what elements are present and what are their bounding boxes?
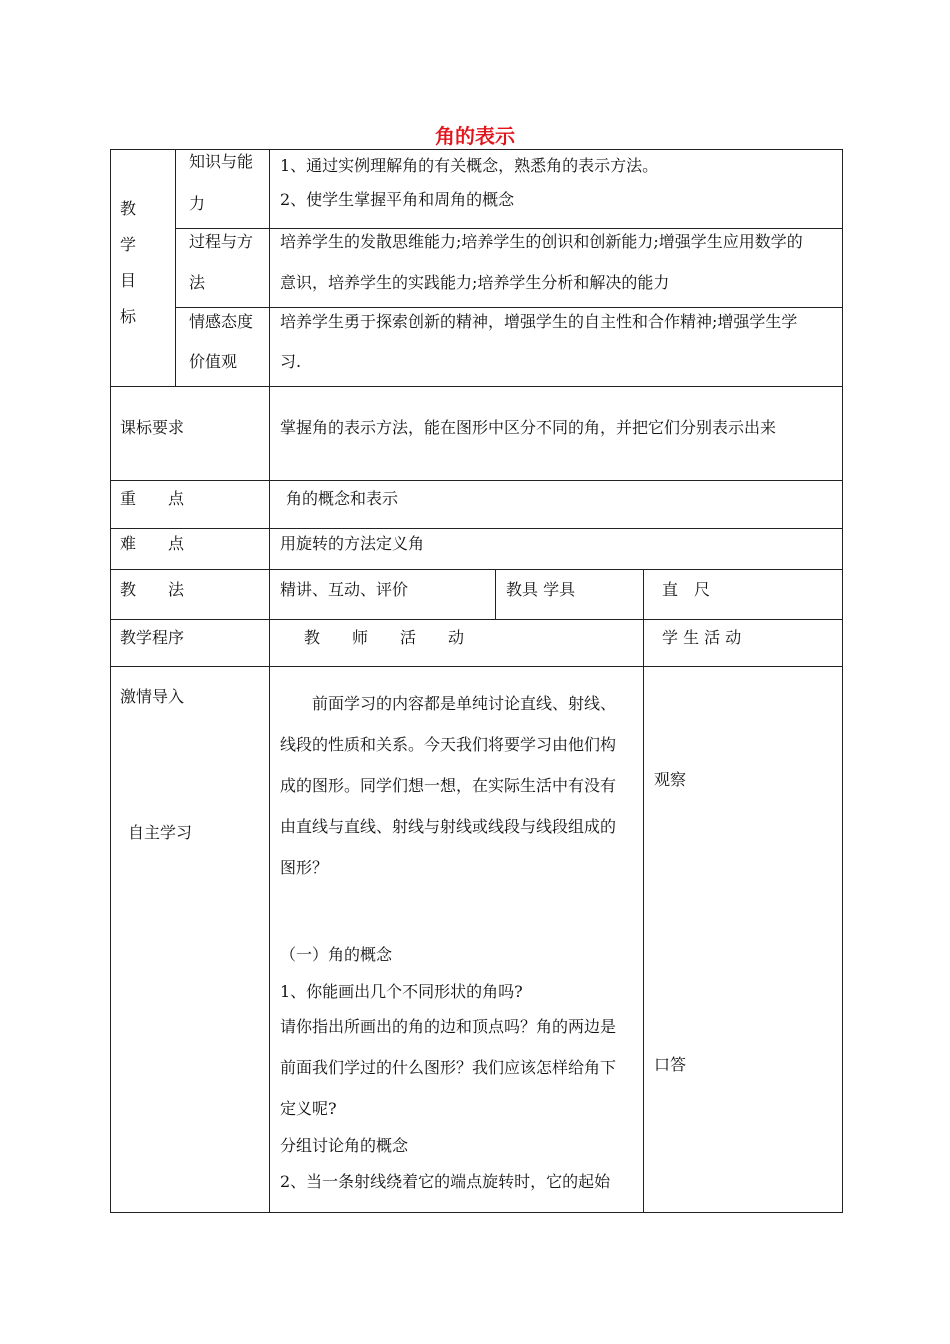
key-point-label: 重 点	[120, 489, 185, 508]
tools-value: 直 尺	[662, 580, 711, 599]
table-border-right	[842, 149, 843, 1213]
objective-content-knowledge: 2、使学生掌握平角和周角的概念	[280, 190, 515, 209]
lesson-plan-table	[110, 149, 843, 1213]
row-divider	[110, 569, 843, 570]
key-point-content: 角的概念和表示	[286, 489, 399, 508]
objective-content-process: 培养学生的发散思维能力;培养学生的创识和创新能力;增强学生应用数学的	[280, 232, 803, 251]
method-label: 教 法	[120, 580, 185, 599]
objectives-header-char: 教	[120, 199, 137, 218]
stage-intro-label: 激情导入	[120, 687, 185, 706]
stage-self-study-label: 自主学习	[128, 823, 193, 842]
column-divider	[175, 149, 176, 386]
row-divider	[110, 386, 843, 387]
row-divider	[110, 666, 843, 667]
teacher-text-line: 成的图形。同学们想一想，在实际生活中有没有	[280, 776, 617, 795]
teacher-text-line: 图形？	[280, 858, 329, 877]
objective-label-process: 法	[189, 273, 206, 292]
teacher-text-line: 前面我们学过的什么图形？我们应该怎样给角下	[280, 1058, 617, 1077]
student-activity-observe: 观察	[654, 770, 687, 789]
teacher-text-line: 定义呢?	[280, 1099, 337, 1118]
objective-label-knowledge: 力	[189, 194, 206, 213]
objective-label-attitude: 情感态度	[189, 312, 254, 331]
objective-label-knowledge: 知识与能	[189, 152, 254, 171]
objective-content-attitude: 培养学生勇于探索创新的精神，增强学生的自主性和合作精神;增强学生学	[280, 312, 798, 331]
objectives-header-char: 目	[120, 271, 137, 290]
row-divider	[110, 480, 843, 481]
tools-label: 教具 学具	[506, 580, 576, 599]
row-divider	[110, 619, 843, 620]
objectives-header-char: 标	[120, 307, 137, 326]
column-divider	[495, 569, 496, 619]
teacher-text-line: 2、当一条射线绕着它的端点旋转时，它的起始	[280, 1172, 611, 1191]
table-border-left	[110, 149, 111, 1213]
objective-label-attitude: 价值观	[189, 352, 238, 371]
teacher-text-line: 前面学习的内容都是单纯讨论直线、射线、	[280, 694, 617, 713]
teacher-text-line: 线段的性质和关系。今天我们将要学习由他们构	[280, 735, 617, 754]
concept-heading: （一）角的概念	[280, 945, 393, 964]
curriculum-label: 课标要求	[120, 418, 185, 437]
objective-content-attitude: 习.	[280, 352, 302, 371]
difficulty-label: 难 点	[120, 534, 185, 553]
teacher-text-line: 由直线与直线、射线与射线或线段与线段组成的	[280, 817, 617, 836]
teacher-text-line: 请你指出所画出的角的边和顶点吗？角的两边是	[280, 1017, 617, 1036]
page-title: 角的表示	[435, 124, 515, 148]
row-divider	[175, 228, 843, 229]
objectives-header-char: 学	[120, 235, 137, 254]
objective-label-process: 过程与方	[189, 232, 254, 251]
procedure-label: 教学程序	[120, 628, 185, 647]
method-content: 精讲、互动、评价	[280, 580, 409, 599]
student-activity-header: 学 生 活 动	[662, 628, 742, 647]
student-activity-answer: 口答	[654, 1055, 687, 1074]
curriculum-content: 掌握角的表示方法，能在图形中区分不同的角，并把它们分别表示出来	[280, 418, 777, 437]
teacher-activity-header: 教 师 活 动	[304, 628, 465, 647]
column-divider	[269, 149, 270, 1213]
objective-content-knowledge: 1、通过实例理解角的有关概念，熟悉角的表示方法。	[280, 156, 659, 175]
teacher-text-line: 分组讨论角的概念	[280, 1136, 409, 1155]
table-border-bottom	[110, 1212, 843, 1213]
row-divider	[175, 307, 843, 308]
difficulty-content: 用旋转的方法定义角	[280, 534, 425, 553]
column-divider	[643, 569, 644, 1213]
row-divider	[110, 528, 843, 529]
teacher-text-line: 1、你能画出几个不同形状的角吗?	[280, 982, 523, 1001]
objective-content-process: 意识，培养学生的实践能力;培养学生分析和解决的能力	[280, 273, 670, 292]
table-border-top	[110, 149, 843, 150]
